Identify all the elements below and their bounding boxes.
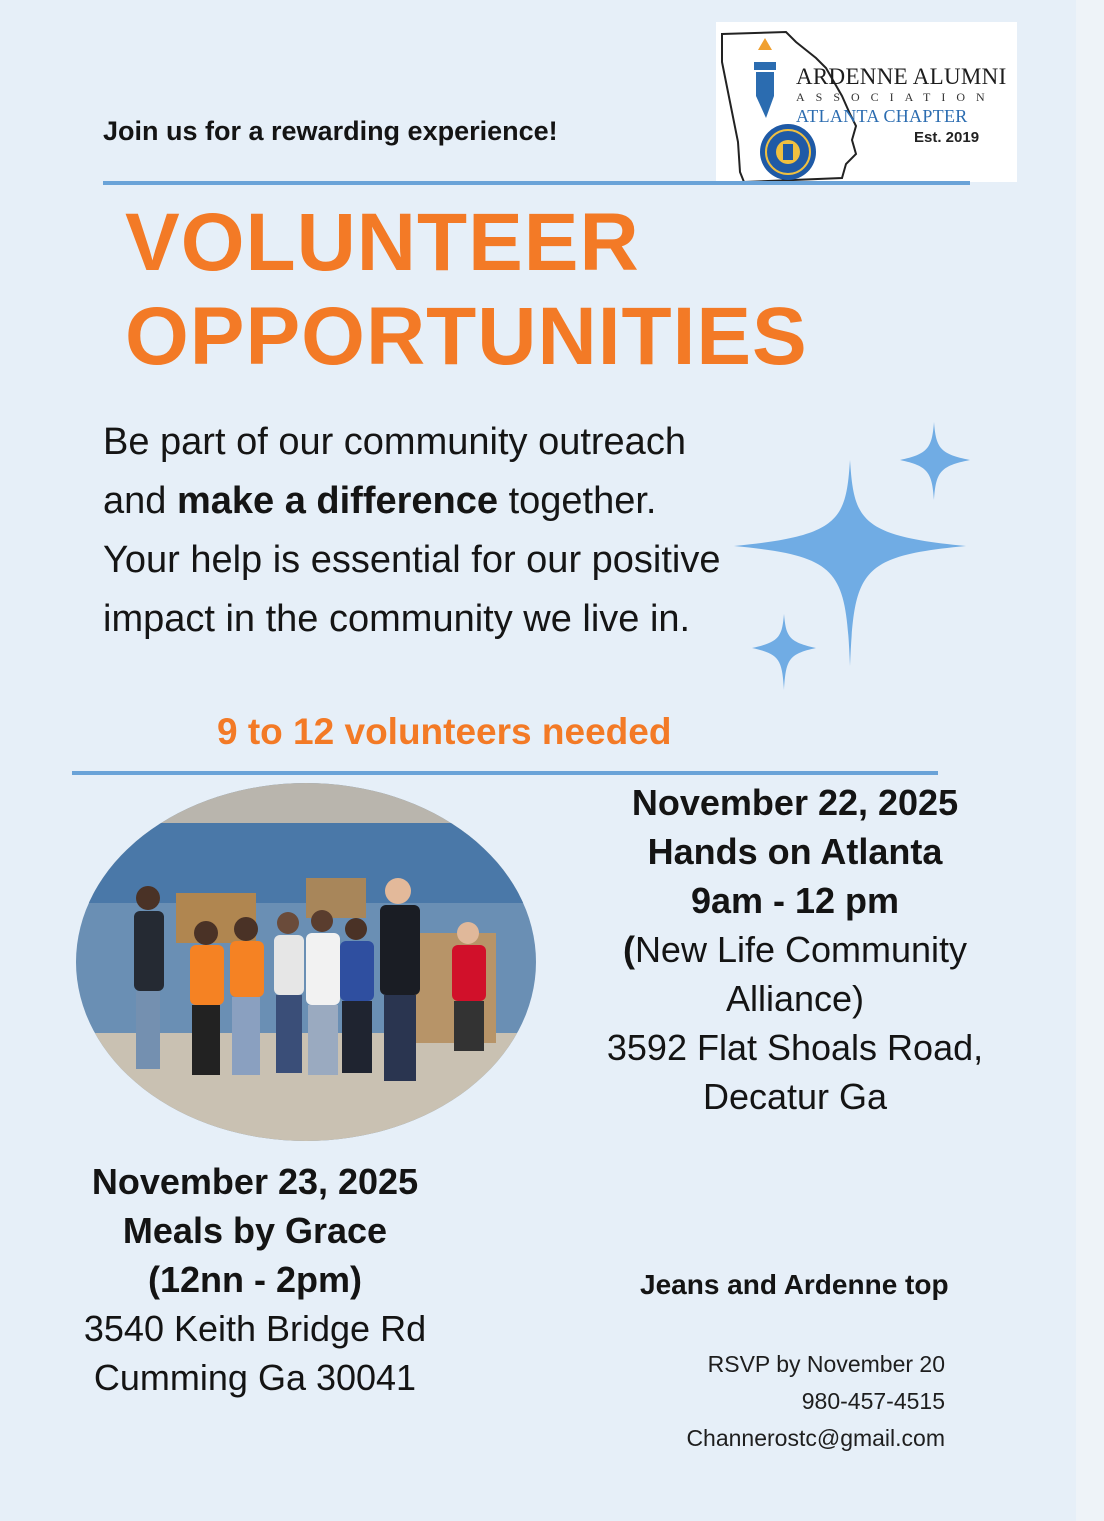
event2-address-line-2: Cumming Ga 30041 [93,1357,417,1398]
rsvp-deadline: RSVP by November 20 [707,1351,945,1377]
page-edge [1076,0,1104,1521]
intro-paragraph [103,413,743,649]
event1-address-line-1: 3592 Flat Shoals Road, [606,1027,984,1068]
logo-established: Est. 2019 [914,129,980,146]
intro-text-2: together. Your help is essential for our positive impact in the community we live in. [103,480,721,640]
event2-name: Meals by Grace [122,1210,388,1251]
event-meals-by-grace [40,1157,470,1402]
group-photo-illustration [76,783,536,1141]
event1-venue [560,925,1030,1023]
event1-address-line-2: Decatur Ga [702,1076,888,1117]
headline-line-2: OPPORTUNITIES [125,291,808,382]
event1-date: November 22, 2025 [631,782,959,823]
volunteers-needed: 9 to 12 volunteers needed [217,711,672,752]
headline-line-1: VOLUNTEER [125,197,640,288]
contact-email: Channerostc@gmail.com [686,1425,945,1451]
event1-venue-name: New Life Community Alliance) [634,929,968,1019]
logo-subtitle: ASSOCIATION [796,90,996,104]
event1-venue-open: ( [622,929,635,970]
intro-text-1: Be part of our community outreach and [103,421,686,522]
intro-emphasis: make a difference [176,480,499,522]
event2-date: November 23, 2025 [91,1161,419,1202]
sparkle-stars-icon [730,420,970,700]
logo-chapter: ATLANTA CHAPTER [796,106,968,126]
contact-phone: 980-457-4515 [801,1388,945,1414]
logo-title: ARDENNE ALUMNI [796,64,1007,89]
event-hands-on-atlanta [560,778,1030,1121]
tagline: Join us for a rewarding experience! [103,116,558,146]
divider-middle [72,771,938,775]
volunteer-group-photo [76,783,536,1141]
ardenne-alumni-logo [716,22,1017,182]
event2-address-line-1: 3540 Keith Bridge Rd [83,1308,427,1349]
event2-time: (12nn - 2pm) [147,1259,362,1300]
event1-name: Hands on Atlanta [647,831,943,872]
divider-top [103,181,970,185]
event1-time: 9am - 12 pm [690,880,900,921]
attire-note: Jeans and Ardenne top [640,1269,949,1300]
contact-info [686,1346,945,1457]
